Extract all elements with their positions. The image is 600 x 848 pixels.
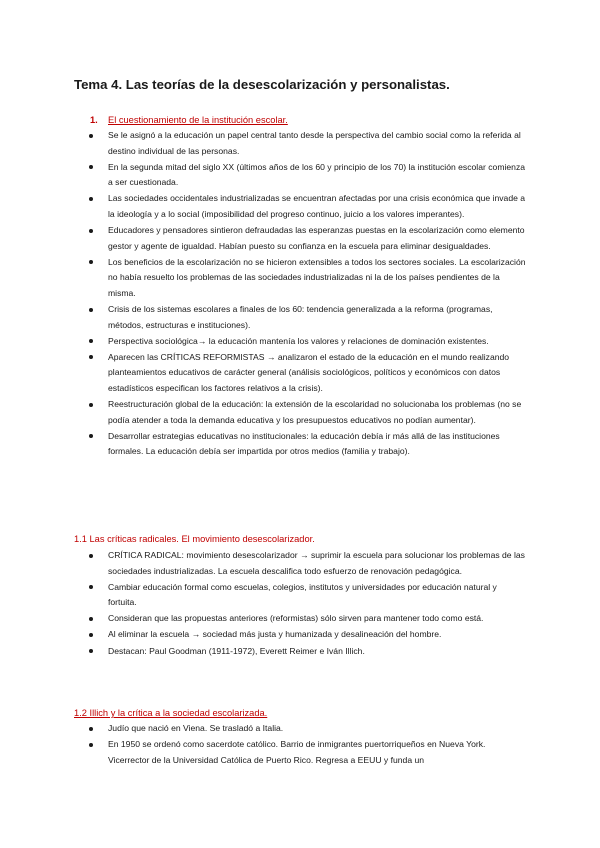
list-item: Consideran que las propuestas anteriores (reformistas) sólo sirven para mantener todo como está. xyxy=(86,611,526,627)
list-item: En la segunda mitad del siglo XX (últimos años de los 60 y principio de los 70) la institución escolar comienza a ser cuestionada. xyxy=(86,160,526,191)
bullet-icon xyxy=(89,165,93,169)
bullet-icon xyxy=(89,727,93,731)
bullet-icon xyxy=(89,260,93,264)
bullet-icon xyxy=(89,355,93,359)
list-item: Destacan: Paul Goodman (1911-1972), Everett Reimer e Iván Illich. xyxy=(86,644,526,660)
bullet-icon xyxy=(89,434,93,438)
list-item: Los beneficios de la escolarización no se hicieron extensibles a todos los sectores sociales. La escolarización no había resuelto los problemas de las sociedades industrializadas ni la de los países pendientes de la misma. xyxy=(86,255,526,302)
bullet-icon xyxy=(89,617,93,621)
bullet-icon xyxy=(89,197,93,201)
bullet-icon xyxy=(89,743,93,747)
bullet-icon xyxy=(89,554,93,558)
section-1-1-heading: 1.1 Las críticas radicales. El movimiento desescolarizador. xyxy=(74,534,315,544)
section-1-bullet-list xyxy=(86,128,526,460)
list-item: Reestructuración global de la educación: la extensión de la escolaridad no solucionaba los problemas (no se podía atender a toda la demanda educativa y los presupuestos educativos no podían aumentar). xyxy=(86,397,526,428)
section-1-2-bullet-list xyxy=(86,721,526,769)
page-title: Tema 4. Las teorías de la desescolarización y personalistas. xyxy=(74,77,450,92)
list-item: Judío que nació en Viena. Se trasladó a Italia. xyxy=(86,721,526,737)
section-1-heading xyxy=(90,115,288,125)
list-item: Educadores y pensadores sintieron defraudadas las esperanzas puestas en la escolarización como elemento gestor y agente de igualdad. Habían puesto su confianza en la escuela para eliminar desigualdades. xyxy=(86,223,526,254)
bullet-icon xyxy=(89,649,93,653)
list-item: Se le asignó a la educación un papel central tanto desde la perspectiva del cambio social como la referida al destino individual de las personas. xyxy=(86,128,526,159)
list-item: Al eliminar la escuela → sociedad más justa y humanizada y desalineación del hombre. xyxy=(86,627,526,643)
bullet-icon xyxy=(89,633,93,637)
bullet-icon xyxy=(89,339,93,343)
bullet-icon xyxy=(89,308,93,312)
bullet-icon xyxy=(89,403,93,407)
section-1-2-heading: 1.2 Illich y la crítica a la sociedad escolarizada. xyxy=(74,708,268,718)
section-1-number: 1. xyxy=(90,115,98,125)
list-item: Perspectiva sociológica→ la educación mantenía los valores y relaciones de dominación existentes. xyxy=(86,334,526,350)
list-item: Desarrollar estrategias educativas no institucionales: la educación debía ir más allá de las instituciones formales. La educación debía ser impartida por otros medios (familia y trabajo). xyxy=(86,429,526,460)
section-1-1-bullet-list xyxy=(86,548,526,660)
list-item: Las sociedades occidentales industrializadas se encuentran afectadas por una crisis económica que invade a la ideología y a lo social (imposibilidad del progreso continuo, juicio a los valores imperantes). xyxy=(86,191,526,222)
list-item: Cambiar educación formal como escuelas, colegios, institutos y universidades por educación natural y fortuita. xyxy=(86,580,526,611)
bullet-icon xyxy=(89,585,93,589)
list-item: CRÍTICA RADICAL: movimiento desescolarizador → suprimir la escuela para solucionar los problemas de las sociedades industrializadas. La escuela descalifica todo esfuerzo de renovación pedagógica. xyxy=(86,548,526,579)
list-item: Aparecen las CRÍTICAS REFORMISTAS → analizaron el estado de la educación en el mundo realizando planteamientos educativos de carácter general (análisis sociológicos, políticos y económicos con datos estadísticos especifican los factores relativos a la crisis). xyxy=(86,350,526,397)
bullet-icon xyxy=(89,229,93,233)
section-1-heading-text: El cuestionamiento de la institución escolar. xyxy=(108,115,288,125)
bullet-icon xyxy=(89,134,93,138)
list-item: En 1950 se ordenó como sacerdote católico. Barrio de inmigrantes puertorriqueños en Nueva York. Vicerrector de la Universidad Católica de Puerto Rico. Regresa a EEUU y funda un xyxy=(86,737,526,768)
list-item: Crisis de los sistemas escolares a finales de los 60: tendencia generalizada a la reforma (programas, métodos, estructuras e instituciones). xyxy=(86,302,526,333)
